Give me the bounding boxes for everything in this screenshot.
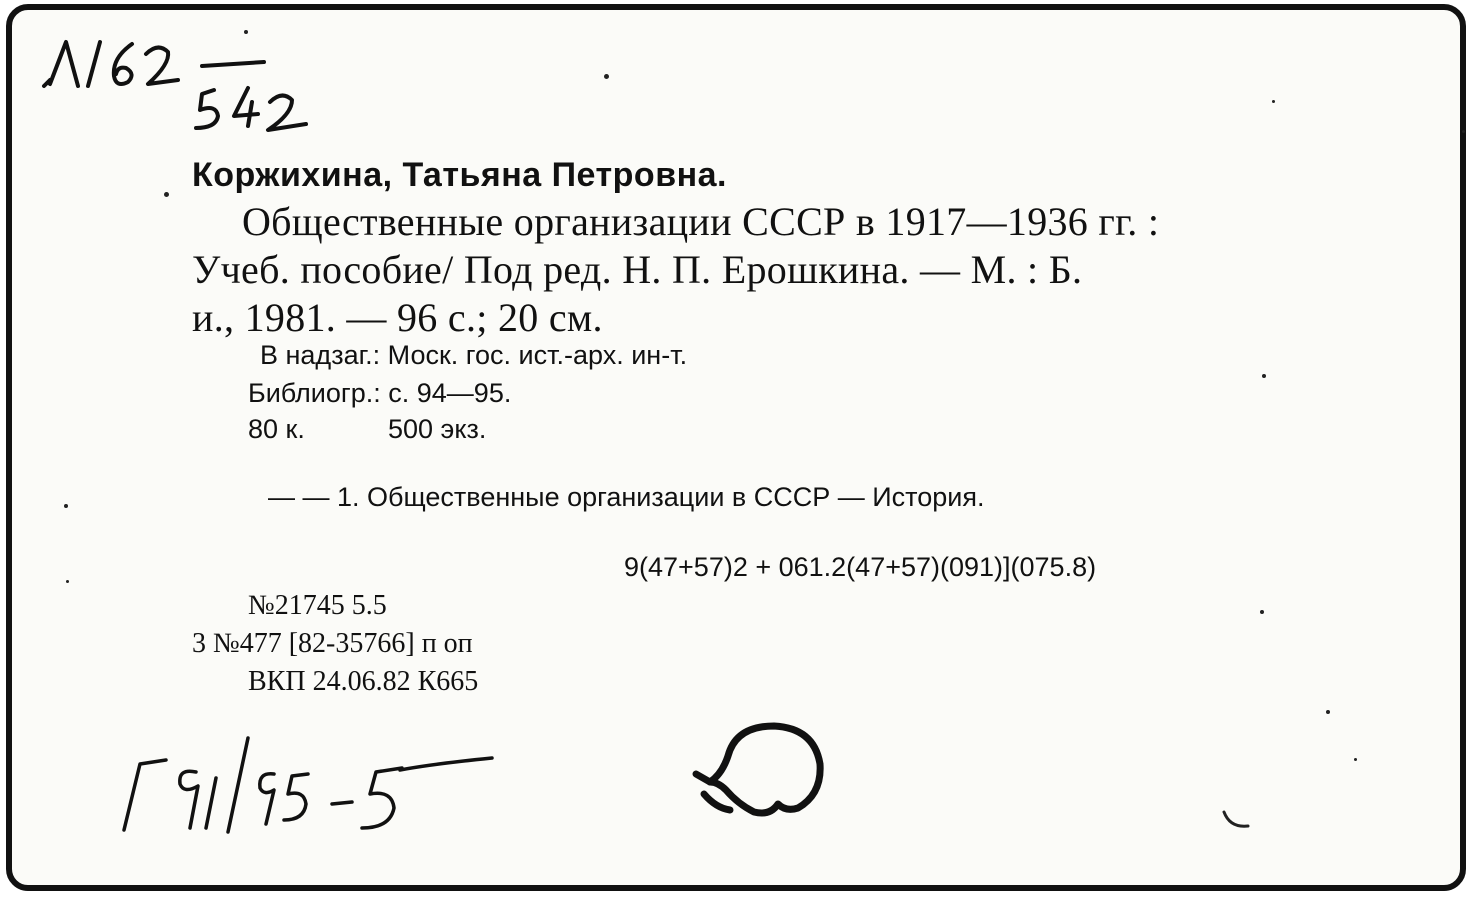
publication-line: Учеб. пособие/ Под ред. Н. П. Ерошкина. — М. : Б. [192,247,1083,292]
title-line: Общественные организации СССР в 1917—1936 гг. : [242,199,1160,244]
note-title-above: В надзаг.: Моск. гос. ист.-арх. ин-т. [260,340,688,370]
footer-vkp: ВКП 24.06.82 К665 [248,666,479,697]
note-bibliography: Библиогр.: с. 94—95. [248,378,512,408]
shelfmark-text: Л162 [36,24,39,25]
author-heading: Коржихина, Татьяна Петровна. [192,156,727,194]
note-copies: 500 экз. [388,414,487,444]
footer-print-info: 3 №477 [82-35766] п оп [192,628,473,659]
catalog-card [6,4,1466,891]
imprint-line: и., 1981. — 96 с.; 20 см. [192,295,603,340]
note-price: 80 к. [248,414,305,444]
handwritten-shelfmark [36,24,336,144]
classification-code: 9(47+57)2 + 061.2(47+57)(091)](075.8) [624,552,1097,582]
handwritten-inventory-mark [112,728,512,838]
corner-tick-mark [1218,806,1258,836]
stamp-mark [682,712,842,842]
footer-record-number: №21745 5.5 [248,590,387,621]
subject-heading: — — 1. Общественные организации в СССР — История. [268,482,985,512]
